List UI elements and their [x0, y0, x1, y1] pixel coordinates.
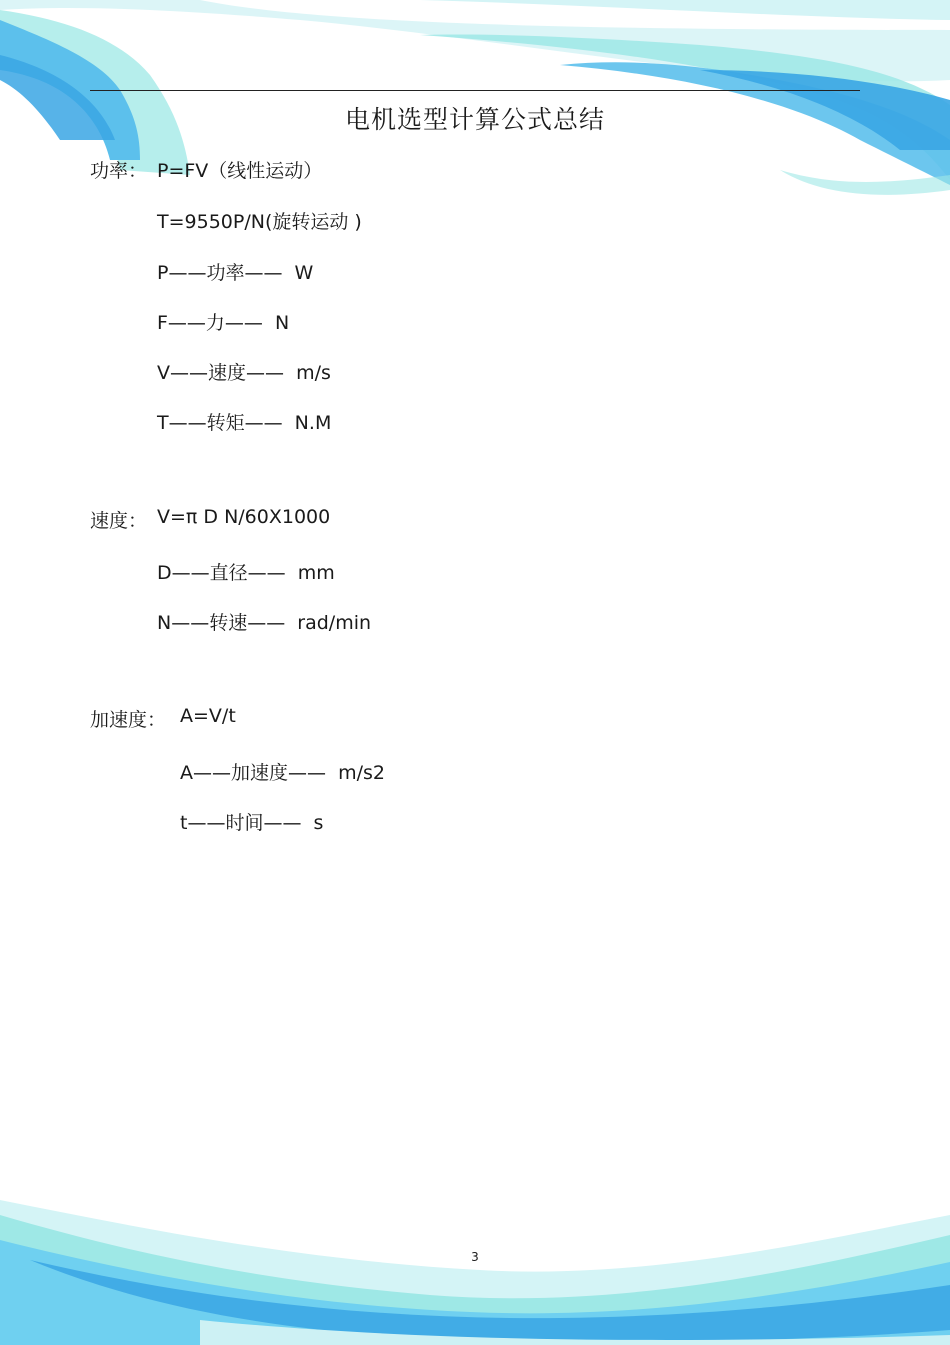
bottom-wave-decoration	[0, 1200, 950, 1345]
document-title: 电机选型计算公式总结	[344, 105, 605, 134]
velocity-def-line: V——速度—— m/s	[157, 362, 331, 384]
speed-formula: V=π D N/60X1000	[157, 506, 331, 528]
power-section-label: 功率：	[90, 160, 148, 182]
force-def-line: F——力—— N	[157, 312, 290, 334]
power-formula-linear: P=FV（线性运动）	[157, 160, 323, 182]
page-number: 3	[471, 1250, 479, 1264]
acceleration-def-line: A——加速度—— m/s2	[180, 762, 385, 784]
time-def-line: t——时间—— s	[180, 812, 324, 834]
diameter-def-line: D——直径—— mm	[157, 562, 335, 584]
power-def-line: P——功率—— W	[157, 262, 314, 284]
torque-def-line: T——转矩—— N.M	[157, 412, 332, 434]
rotational-speed-def-line: N——转速—— rad/min	[157, 612, 372, 634]
header-rule	[90, 90, 860, 91]
acceleration-formula: A=V/t	[180, 705, 236, 727]
speed-section-label: 速度：	[90, 510, 148, 532]
acceleration-section-label: 加速度：	[90, 709, 167, 731]
power-formula-rotary: T=9550P/N(旋转运动 )	[157, 211, 362, 233]
